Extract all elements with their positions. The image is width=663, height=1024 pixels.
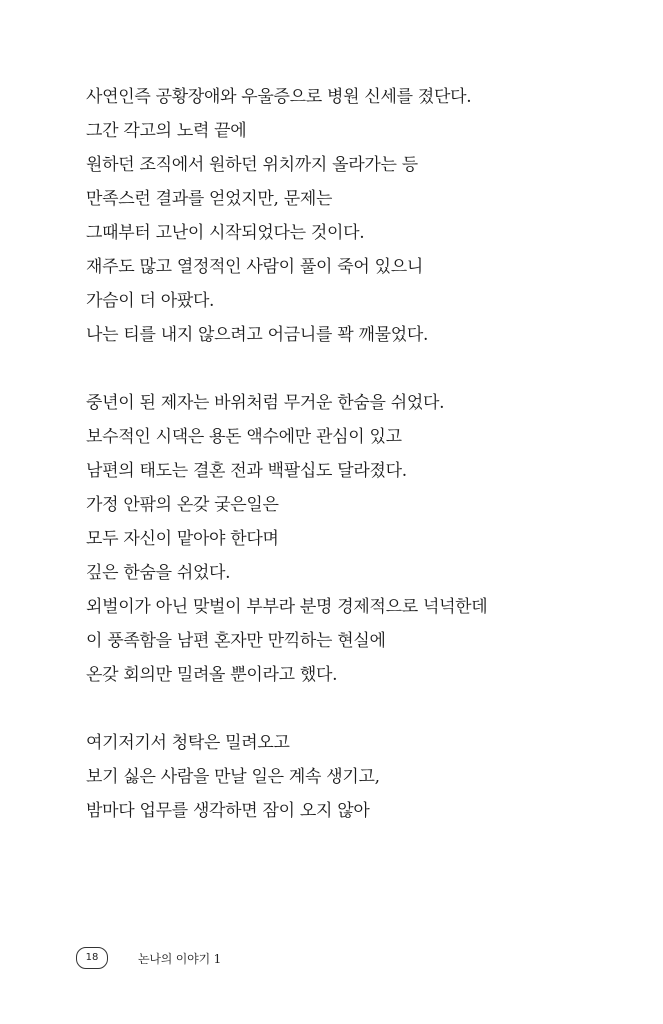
text-line: 중년이 된 제자는 바위처럼 무거운 한숨을 쉬었다.: [86, 393, 445, 413]
text-line: 외벌이가 아닌 맞벌이 부부라 분명 경제적으로 넉넉한데: [86, 597, 488, 617]
page-footer: [76, 947, 221, 969]
text-line: 가슴이 더 아팠다.: [86, 291, 215, 311]
text-line: 남편의 태도는 결혼 전과 백팔십도 달라졌다.: [86, 461, 407, 481]
text-line: 만족스런 결과를 얻었지만, 문제는: [86, 189, 333, 209]
text-line: 밤마다 업무를 생각하면 잠이 오지 않아: [86, 801, 370, 821]
text-line: 재주도 많고 열정적인 사람이 풀이 죽어 있으니: [86, 257, 423, 277]
body-text: [86, 80, 626, 828]
text-line: 모두 자신이 맡아야 한다며: [86, 529, 279, 549]
text-line: 보수적인 시댁은 용돈 액수에만 관심이 있고: [86, 427, 402, 447]
text-line: 이 풍족함을 남편 혼자만 만끽하는 현실에: [86, 631, 386, 651]
text-line: 그간 각고의 노력 끝에: [86, 121, 247, 141]
text-line: 나는 티를 내지 않으려고 어금니를 꽉 깨물었다.: [86, 325, 429, 345]
running-title: 논나의 이야기 1: [138, 951, 222, 966]
text-line: 깊은 한숨을 쉬었다.: [86, 563, 231, 583]
text-line: 원하던 조직에서 원하던 위치까지 올라가는 등: [86, 155, 418, 175]
text-line: 그때부터 고난이 시작되었다는 것이다.: [86, 223, 365, 243]
text-line: 사연인즉 공황장애와 우울증으로 병원 신세를 졌단다.: [86, 87, 472, 107]
text-line: 가정 안팎의 온갖 궂은일은: [86, 495, 279, 515]
paragraph-break: [86, 692, 626, 726]
text-line: 온갖 회의만 밀려올 뿐이라고 했다.: [86, 665, 338, 685]
paragraph-break: [86, 352, 626, 386]
text-line: 여기저기서 청탁은 밀려오고: [86, 733, 290, 753]
text-line: 보기 싫은 사람을 만날 일은 계속 생기고,: [86, 767, 380, 787]
page-number: 18: [76, 947, 108, 969]
